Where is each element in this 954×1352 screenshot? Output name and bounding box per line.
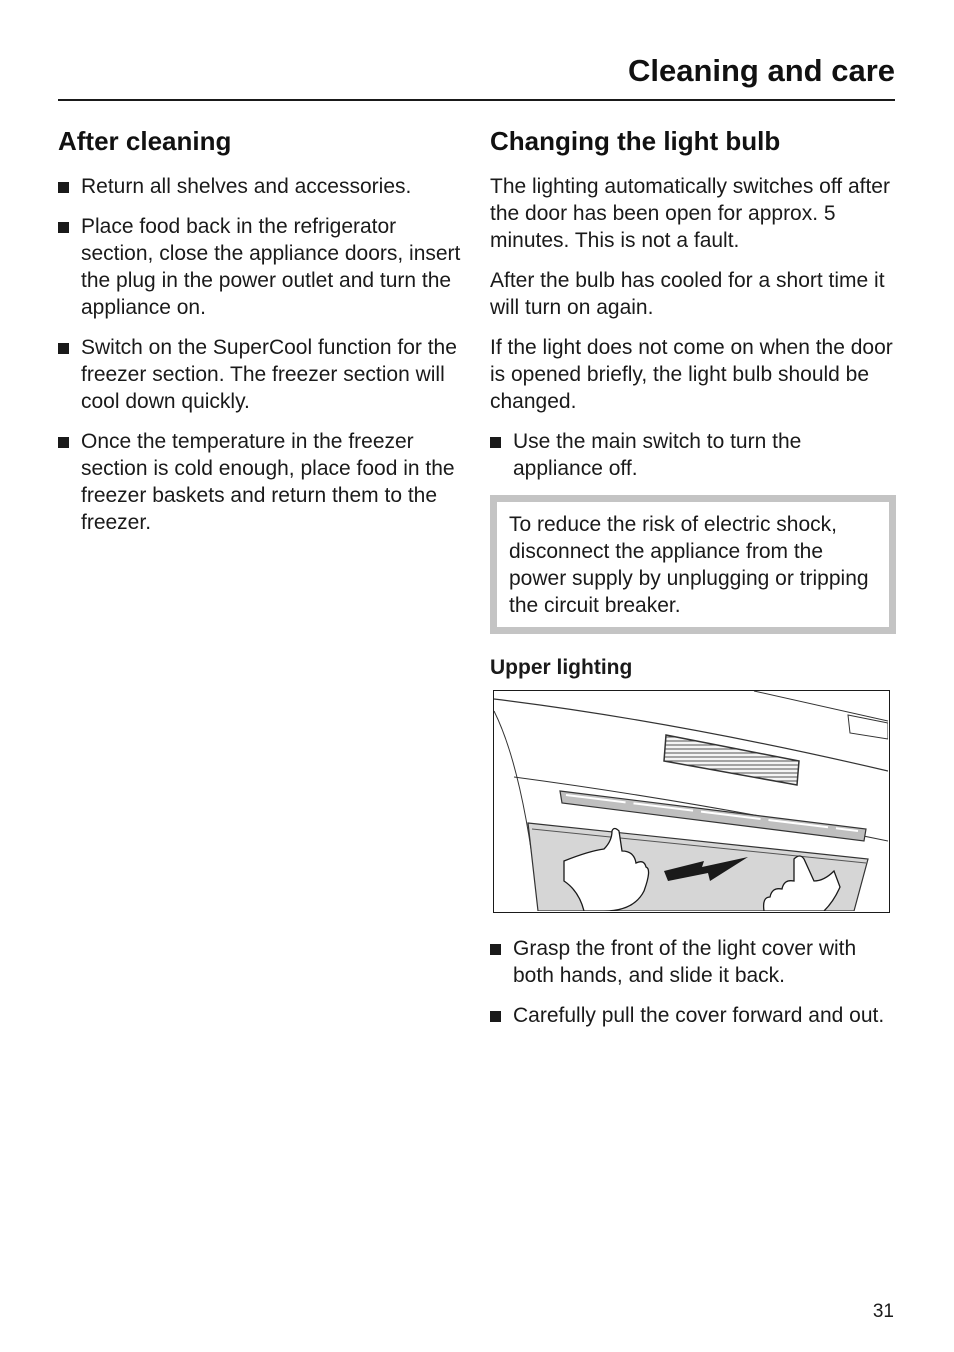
list-item [58, 213, 463, 321]
list-item [490, 935, 896, 989]
list-item [58, 334, 463, 415]
paragraph: The lighting automatically switches off after the door has been open for approx. 5 minutes. This is not a fault. [490, 175, 890, 252]
light-cover-drawing [494, 691, 888, 911]
page-number: 31 [872, 1301, 894, 1322]
warning-box: To reduce the risk of electric shock, disconnect the appliance from the power supply by unplugging or tripping the circuit breaker. [490, 495, 896, 634]
page-header [58, 50, 895, 101]
list-item-text: Use the main switch to turn the appliance off. [513, 430, 802, 480]
list-item-text: Switch on the SuperCool function for the freezer section. The freezer section will cool down quickly. [81, 336, 457, 413]
list-item [490, 1002, 896, 1029]
light-bulb-section [490, 124, 896, 1042]
list-item [58, 173, 463, 200]
list-item-text: Once the temperature in the freezer section is cold enough, place food in the freezer baskets and return them to the freezer. [81, 430, 455, 534]
page-title: Cleaning and care [627, 53, 895, 88]
light-cover-illustration [493, 690, 890, 913]
after-cleaning-section [58, 124, 463, 549]
list-item [490, 428, 896, 482]
square-bullet-icon [58, 182, 69, 193]
paragraph: If the light does not come on when the door is opened briefly, the light bulb should be changed. [490, 336, 893, 413]
square-bullet-icon [490, 437, 501, 448]
list-item-text: Place food back in the refrigerator section, close the appliance doors, insert the plug in the power outlet and turn the appliance on. [81, 215, 461, 319]
upper-lighting-subheading: Upper lighting [490, 656, 633, 679]
list-item [58, 428, 463, 536]
square-bullet-icon [490, 944, 501, 955]
square-bullet-icon [58, 343, 69, 354]
remove-cover-list [490, 935, 896, 1029]
list-item-text: Carefully pull the cover forward and out. [513, 1004, 885, 1027]
light-bulb-heading: Changing the light bulb [490, 126, 781, 156]
paragraph: After the bulb has cooled for a short time it will turn on again. [490, 269, 885, 319]
list-item-text: Grasp the front of the light cover with both hands, and slide it back. [513, 937, 857, 987]
square-bullet-icon [58, 437, 69, 448]
square-bullet-icon [58, 222, 69, 233]
after-cleaning-heading: After cleaning [58, 126, 232, 156]
switch-off-list [490, 428, 896, 482]
list-item-text: Return all shelves and accessories. [81, 175, 412, 198]
after-cleaning-list [58, 173, 463, 536]
square-bullet-icon [490, 1011, 501, 1022]
